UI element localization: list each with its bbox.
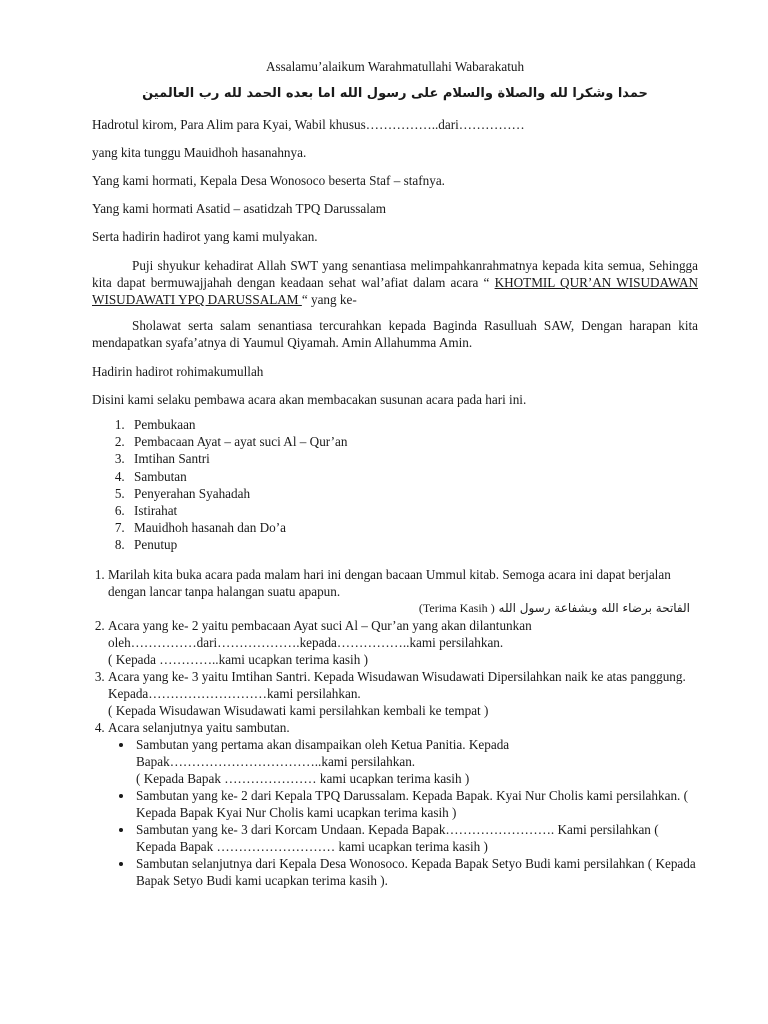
- sambutan-item: [134, 855, 698, 889]
- opening-line-3: Yang kami hormati, Kepala Desa Wonosoco beserta Staf – stafnya.: [92, 173, 445, 188]
- step-3-text: 3. Acara yang ke- 3 yaitu Imtihan Santri. Kepada Wisudawan Wisudawati Dipersilahkan naik ke atas panggung. Kepada………………………kami persilahkan.: [108, 668, 686, 701]
- intro-line: Disini kami selaku pembawa acara akan membacakan susunan acara pada hari ini.: [92, 392, 527, 407]
- agenda-item: 3. Imtihan Santri: [128, 450, 698, 467]
- agenda-item: 7. Mauidhoh hasanah dan Do’a: [128, 519, 698, 536]
- sambutan-thanks: ( Kepada Bapak ………………… kami ucapkan terima kasih ): [136, 770, 470, 786]
- sambutan-list: [108, 736, 698, 889]
- arabic-praise: حمدا وشكرا لله والصلاة والسلام على رسول الله اما بعده الحمد لله رب العالمين: [142, 86, 648, 101]
- step-2-line-3: ( Kepada …………..kami ucapkan terima kasih ): [108, 651, 369, 667]
- sambutan-text: • Sambutan selanjutnya dari Kepala Desa Wonosoco. Kepada Bapak Setyo Budi kami persilahkan ( Kepada Bapak Setyo Budi kami ucapkan terima kasih ).: [136, 855, 696, 888]
- step-item: [108, 617, 698, 668]
- step-4-text: 4. Acara selanjutnya yaitu sambutan.: [108, 719, 290, 735]
- step-item: [108, 719, 698, 889]
- hadirin-line: Hadirin hadirot rohimakumullah: [92, 364, 264, 379]
- step-1-arabic: [108, 600, 690, 617]
- paragraph-puji-text: Puji shyukur kehadirat Allah SWT yang senantiasa melimpahkanrahmatnya kepada kita semua, Sehingga kita dapat bermuwajjahah dengan keadaan sehat wal’afiat dalam acara “: [92, 258, 698, 290]
- agenda-item: 2. Pembacaan Ayat – ayat suci Al – Qur’an: [128, 433, 698, 450]
- agenda-item: 1. Pembukaan: [128, 416, 698, 433]
- event-title: KHOTMIL QUR’AN WISUDAWAN WISUDAWATI YPQ DARUSSALAM: [92, 275, 698, 307]
- opening-line-5: Serta hadirin hadirot yang kami mulyakan.: [92, 229, 318, 244]
- step-2-line-2: oleh……………dari……………….kepada……………..kami persilahkan.: [108, 634, 504, 650]
- opening-line-4: Yang kami hormati Asatid – asatidzah TPQ Darussalam: [92, 201, 386, 216]
- opening-line-1: Hadrotul kirom, Para Alim para Kyai, Wabil khusus……………..dari……………: [92, 117, 525, 132]
- agenda-item: 5. Penyerahan Syahadah: [128, 485, 698, 502]
- step-item: [108, 566, 698, 617]
- paragraph-puji: [92, 257, 698, 308]
- agenda-item: 4. Sambutan: [128, 468, 698, 485]
- greeting: Assalamu’alaikum Warahmatullahi Wabarakatuh: [265, 59, 525, 74]
- agenda-item: 6. Istirahat: [128, 502, 698, 519]
- agenda-list: [92, 416, 698, 554]
- steps-list: [92, 566, 698, 889]
- sambutan-text: • Sambutan yang pertama akan disampaikan oleh Ketua Panitia. Kepada Bapak……………………………..kami persilahkan.: [136, 736, 510, 769]
- opening-line-2: yang kita tunggu Mauidhoh hasanahnya.: [92, 145, 307, 160]
- fatihah-arabic: الفاتحة برضاء الله وبشفاعة رسول الله: [498, 600, 690, 615]
- sambutan-item: [134, 736, 698, 787]
- document-page: [92, 58, 698, 889]
- step-1-thanks: ( Terima Kasih): [418, 600, 495, 615]
- step-3-line-2: ( Kepada Wisudawan Wisudawati kami persilahkan kembali ke tempat ): [108, 702, 489, 718]
- sambutan-text: • Sambutan yang ke- 2 dari Kepala TPQ Darussalam. Kepada Bapak. Kyai Nur Cholis kami persilahkan. ( Kepada Bapak Kyai Nur Cholis kami ucapkan terima kasih ): [136, 787, 689, 820]
- step-2-text: 2. Acara yang ke- 2 yaitu pembacaan Ayat suci Al – Qur’an yang akan dilantunkan: [108, 617, 532, 633]
- paragraph-puji-end: “ yang ke-: [301, 292, 357, 307]
- sambutan-item: [134, 821, 698, 855]
- sambutan-text: • Sambutan yang ke- 3 dari Korcam Undaan. Kepada Bapak……………………. Kami persilahkan ( Kepada Bapak ……………………… kami ucapkan terima kasih ): [136, 821, 659, 854]
- sambutan-item: [134, 787, 698, 821]
- step-1-text: 1. Marilah kita buka acara pada malam hari ini dengan bacaan Ummul kitab. Semoga acara ini dapat berjalan dengan lancar tanpa halangan suatu apapun.: [108, 566, 671, 599]
- agenda-item: 8. Penutup: [128, 536, 698, 553]
- paragraph-sholawat: Sholawat serta salam senantiasa tercurahkan kepada Baginda Rasulluah SAW, Dengan harapan kita mendapatkan syafa’atnya di Yaumul Qiyamah. Amin Allahumma Amin.: [92, 318, 698, 350]
- step-item: [108, 668, 698, 719]
